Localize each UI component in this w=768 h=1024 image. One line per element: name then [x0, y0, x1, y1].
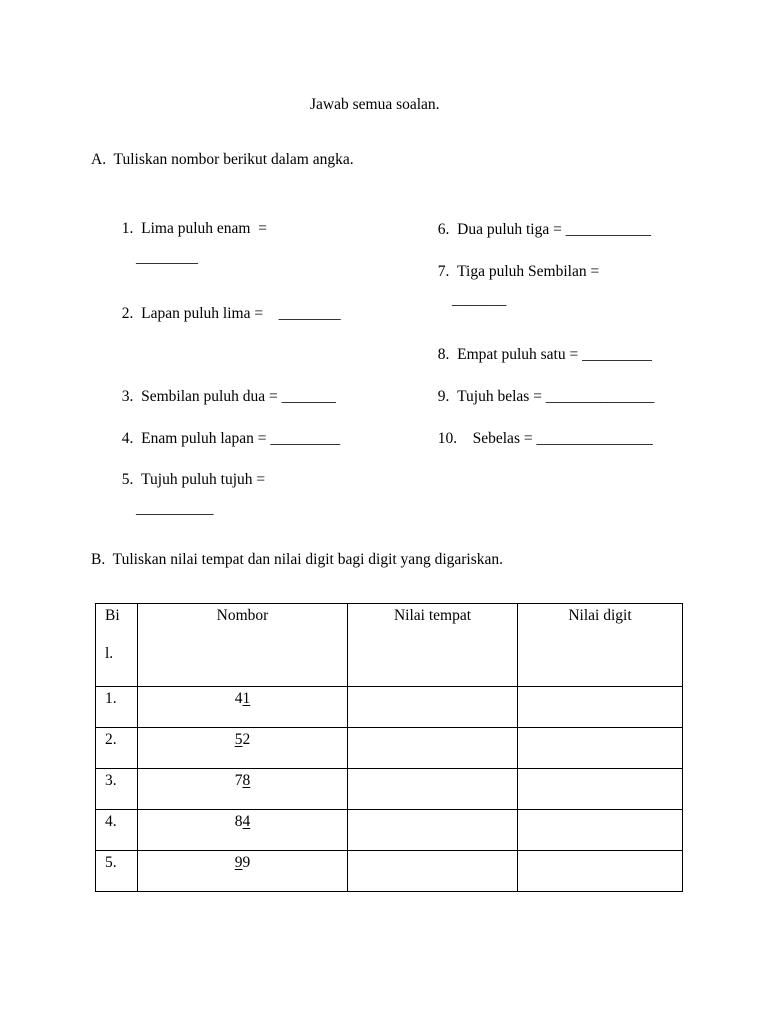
digit: 7: [234, 772, 243, 789]
table-row: [96, 728, 683, 769]
question-text: Empat puluh satu = _________: [457, 345, 652, 363]
question-2: [114, 290, 341, 321]
header-bil: [96, 604, 138, 687]
table-row: [96, 851, 683, 892]
number-value: [138, 810, 347, 831]
answer-cell-nilai-digit[interactable]: [518, 687, 683, 728]
question-7: [430, 248, 599, 279]
number-value: [138, 687, 347, 708]
digit: 2: [242, 731, 251, 748]
question-text: Sebelas = _______________: [472, 429, 653, 447]
question-3: [114, 373, 336, 404]
question-text: Dua puluh tiga = ___________: [457, 220, 651, 238]
number-value: [138, 728, 347, 749]
question-text: Lima puluh enam =: [141, 219, 267, 237]
answer-cell-nilai-digit[interactable]: [518, 810, 683, 851]
answer-cell-nilai-digit[interactable]: [518, 851, 683, 892]
question-text: Lapan puluh lima = ________: [141, 304, 341, 322]
underlined-digit: 9: [234, 854, 243, 871]
number-value: [138, 851, 347, 872]
question-number: 8.: [437, 345, 450, 363]
question-number: 4.: [121, 429, 134, 447]
answer-blank-5: __________: [136, 500, 214, 517]
row-bil: [96, 728, 138, 769]
underlined-digit: 8: [242, 772, 251, 789]
section-b-heading: B. Tuliskan nilai tempat dan nilai digit bagi digit yang digariskan.: [91, 551, 504, 568]
underlined-digit: 4: [242, 813, 251, 830]
answer-blank-7: _______: [452, 291, 507, 308]
question-number: 10.: [437, 429, 458, 447]
row-bil: [96, 769, 138, 810]
table-row: [96, 810, 683, 851]
answer-cell-nilai-tempat[interactable]: [348, 687, 518, 728]
underlined-digit: 5: [234, 731, 243, 748]
question-6: [430, 206, 651, 237]
row-bil: [96, 851, 138, 892]
header-bil-line1: Bi: [105, 607, 120, 624]
digit: 8: [234, 813, 243, 830]
question-4: [114, 415, 340, 446]
question-text: Sembilan puluh dua = _______: [141, 387, 336, 405]
question-number: 7.: [437, 262, 450, 280]
answer-cell-nilai-digit[interactable]: [518, 769, 683, 810]
digit: 4: [234, 690, 243, 707]
table-row: [96, 769, 683, 810]
answer-cell-nilai-tempat[interactable]: [348, 851, 518, 892]
header-nilai-tempat-label: Nilai tempat: [393, 607, 472, 624]
page-title: Jawab semua soalan.: [310, 96, 440, 113]
question-number: 6.: [437, 220, 450, 238]
table-header-row: [96, 604, 683, 687]
row-nombor: [138, 728, 348, 769]
question-8: [430, 331, 652, 362]
answer-cell-nilai-digit[interactable]: [518, 728, 683, 769]
question-text: Tiga puluh Sembilan =: [457, 262, 600, 280]
header-nilai-digit-label: Nilai digit: [568, 607, 632, 624]
question-number: 1.: [121, 219, 134, 237]
digit: 9: [242, 854, 251, 871]
row-nombor: [138, 851, 348, 892]
question-number: 2.: [121, 304, 134, 322]
row-bil-text: 4.: [105, 813, 117, 830]
question-text: Enam puluh lapan = _________: [141, 429, 341, 447]
place-value-table: [95, 603, 683, 892]
row-bil-text: 1.: [105, 690, 117, 707]
question-1: [114, 205, 267, 236]
row-bil: [96, 810, 138, 851]
answer-blank-1: ________: [136, 249, 198, 266]
header-nilai-tempat: [348, 604, 518, 687]
header-nombor: [138, 604, 348, 687]
number-value: [138, 769, 347, 790]
answer-cell-nilai-tempat[interactable]: [348, 728, 518, 769]
row-bil-text: 5.: [105, 854, 117, 871]
header-bil-line2: l.: [105, 645, 114, 662]
question-number: 9.: [437, 387, 450, 405]
row-bil: [96, 687, 138, 728]
answer-cell-nilai-tempat[interactable]: [348, 769, 518, 810]
question-text: Tujuh puluh tujuh =: [141, 470, 266, 488]
row-bil-text: 3.: [105, 772, 117, 789]
question-text: Tujuh belas = ______________: [457, 387, 655, 405]
table-row: [96, 687, 683, 728]
header-nilai-digit: [518, 604, 683, 687]
section-a-heading: A. Tuliskan nombor berikut dalam angka.: [91, 151, 354, 168]
row-bil-text: 2.: [105, 731, 117, 748]
row-nombor: [138, 687, 348, 728]
question-10: [430, 415, 653, 446]
answer-cell-nilai-tempat[interactable]: [348, 810, 518, 851]
question-number: 5.: [121, 470, 134, 488]
question-9: [430, 373, 654, 404]
row-nombor: [138, 810, 348, 851]
header-nombor-label: Nombor: [216, 607, 269, 624]
question-number: 3.: [121, 387, 134, 405]
question-5: [114, 456, 265, 487]
underlined-digit: 1: [242, 690, 251, 707]
row-nombor: [138, 769, 348, 810]
